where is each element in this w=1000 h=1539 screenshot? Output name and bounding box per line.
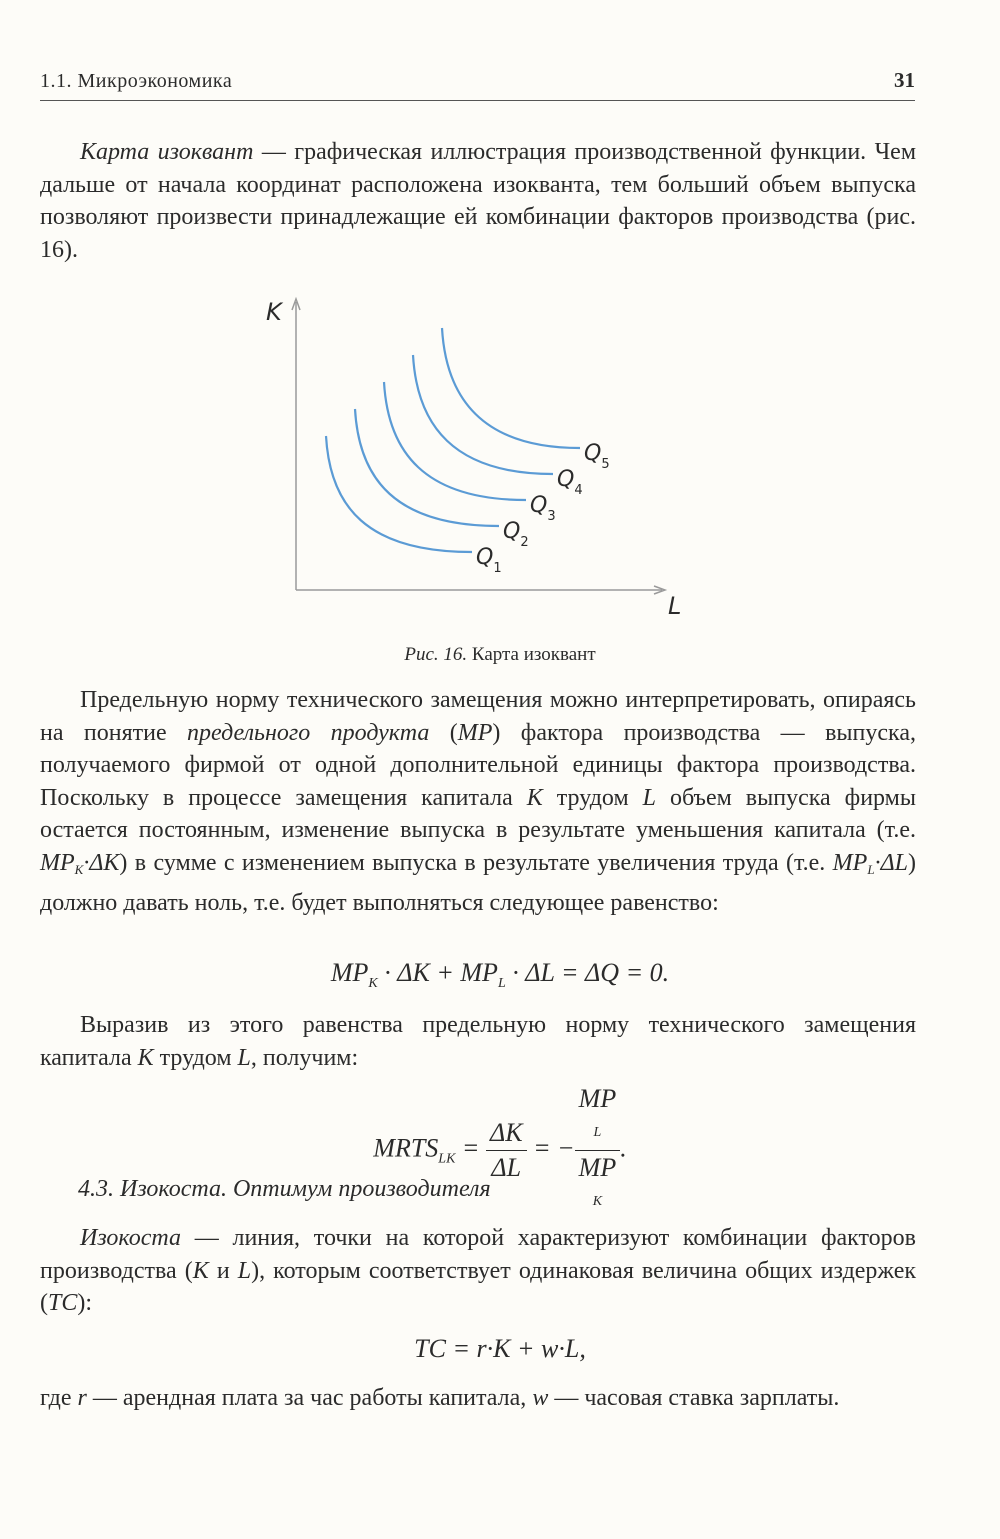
symbol-mp: MP [457, 719, 493, 746]
formula-tc: TC = r·K + w·L, [414, 1334, 586, 1363]
symbol-tc: TC [48, 1290, 78, 1317]
text: ) в сумме с изменением выпуска в результате увеличения труда (т.е. [119, 849, 833, 876]
paragraph-isoquant-map [40, 136, 916, 266]
isoquant-label-q2: $Q_2$ [503, 519, 529, 550]
denominator: ΔL [491, 1153, 522, 1182]
text: трудом [153, 1044, 238, 1071]
paragraph-express [40, 1009, 916, 1074]
fraction-mpl-mpk [575, 1082, 621, 1219]
term-marginal-product: предельного продукта [187, 719, 430, 746]
text: объем выпуска фирмы остается постоянным, изменение выпуска в результате уменьшения капитала (т.е. [40, 784, 916, 844]
symbol-r: r [77, 1385, 87, 1411]
isoquant-label-q1: $Q_1$ [476, 545, 502, 576]
formula-part: = − [526, 1133, 575, 1163]
subscript: K [74, 861, 84, 877]
text: ) должно давать ноль, т.е. будет выполняться следующее равенство: [40, 849, 916, 916]
numerator: ΔK [486, 1116, 527, 1151]
section-title: 1.1. Микроэкономика [40, 70, 233, 92]
fraction-dk-dl [486, 1116, 527, 1185]
numerator [575, 1082, 621, 1151]
subscript: L [593, 1125, 602, 1140]
symbol-k: K [526, 784, 543, 811]
text: ): [77, 1290, 93, 1317]
text: ), которым соответствует одинаковая величина общих издержек ( [40, 1257, 917, 1317]
symbol-w: w [532, 1385, 549, 1411]
y-axis-label: K [266, 298, 282, 326]
subscript: L [497, 976, 506, 991]
isoquant-curve-q1 [326, 436, 472, 552]
text: — линия, точки на которой характеризуют комбинации факторов производства ( [40, 1225, 916, 1284]
page-number: 31 [894, 68, 915, 92]
symbol-dk: ·ΔK [83, 849, 120, 876]
symbol-k: K [137, 1044, 154, 1071]
text: трудом [542, 784, 643, 811]
symbol-dl: ·ΔL [874, 849, 908, 876]
formula-part: · ΔL = ΔQ = 0. [505, 958, 670, 987]
figure-caption [0, 644, 1000, 666]
caption-prefix: Рис. 16. [404, 644, 468, 665]
paragraph-text: — графическая иллюстрация производственной функции. Чем дальше от начала координат расположена изокванта, тем больший объем выпуска позволяют произвести принадлежащие ей комбинации факторов производства (рис. 16). [40, 139, 917, 263]
denominator [575, 1151, 621, 1219]
subscript: L [867, 861, 875, 877]
formula-part: . [620, 1133, 627, 1163]
formula-part: · ΔK + MP [377, 958, 498, 987]
x-axis-label: L [668, 592, 682, 620]
formula-part: MRTS [373, 1133, 439, 1163]
paragraph-isocost [40, 1222, 916, 1320]
text: ) фактора производства — выпуска, получаемого фирмой от одной дополнительной единицы фактора производства. Поскольку в процессе замещения капитала [40, 719, 916, 811]
caption-text: Карта изоквант [467, 644, 596, 665]
formula-equality [0, 958, 1000, 992]
isoquant-chart [250, 290, 710, 630]
text: где [40, 1385, 78, 1411]
symbol-l: L [237, 1044, 251, 1071]
formula-part: = [455, 1133, 486, 1163]
symbol-k: K [192, 1257, 209, 1284]
text: и [208, 1257, 238, 1284]
paragraph-where [40, 1382, 916, 1415]
text: ( [429, 719, 458, 746]
isoquant-label-q5: $Q_5$ [584, 441, 610, 472]
text: , получим: [250, 1044, 359, 1071]
symbol-mpl: MP [832, 849, 868, 876]
symbol-l: L [642, 784, 656, 811]
isoquant-curve-q4 [413, 355, 553, 474]
paragraph-mrts [40, 684, 916, 919]
text: Предельную норму технического замещения можно интерпретировать, опираясь на понятие [40, 687, 916, 746]
formula-part: MP [578, 1084, 617, 1113]
text: Выразив из этого равенства предельную норму технического замещения капитала [40, 1012, 916, 1071]
section-heading: 4.3. Изокоста. Оптимум производителя [78, 1176, 491, 1202]
isoquant-curve-q3 [384, 382, 526, 500]
running-header [40, 66, 915, 101]
subscript: K [368, 976, 378, 991]
isoquant-label-q4: $Q_4$ [557, 467, 583, 498]
isoquant-label-q3: $Q_3$ [530, 493, 556, 524]
isoquant-curve-q5 [442, 328, 580, 448]
symbol-mpk: MP [40, 849, 75, 876]
text: — арендная плата за час работы капитала, [86, 1385, 533, 1411]
text: — часовая ставка зарплаты. [548, 1385, 840, 1411]
isoquant-curves [326, 328, 610, 576]
symbol-l: L [237, 1257, 252, 1284]
subscript: K [592, 1194, 603, 1209]
formula-part: MP [578, 1153, 617, 1182]
term-isocost: Изокоста [80, 1225, 181, 1251]
subscript: LK [438, 1151, 456, 1167]
formula-part: MP [330, 958, 369, 987]
isoquant-curve-q2 [355, 409, 499, 526]
term-isoquant-map: Карта изоквант [80, 139, 254, 165]
